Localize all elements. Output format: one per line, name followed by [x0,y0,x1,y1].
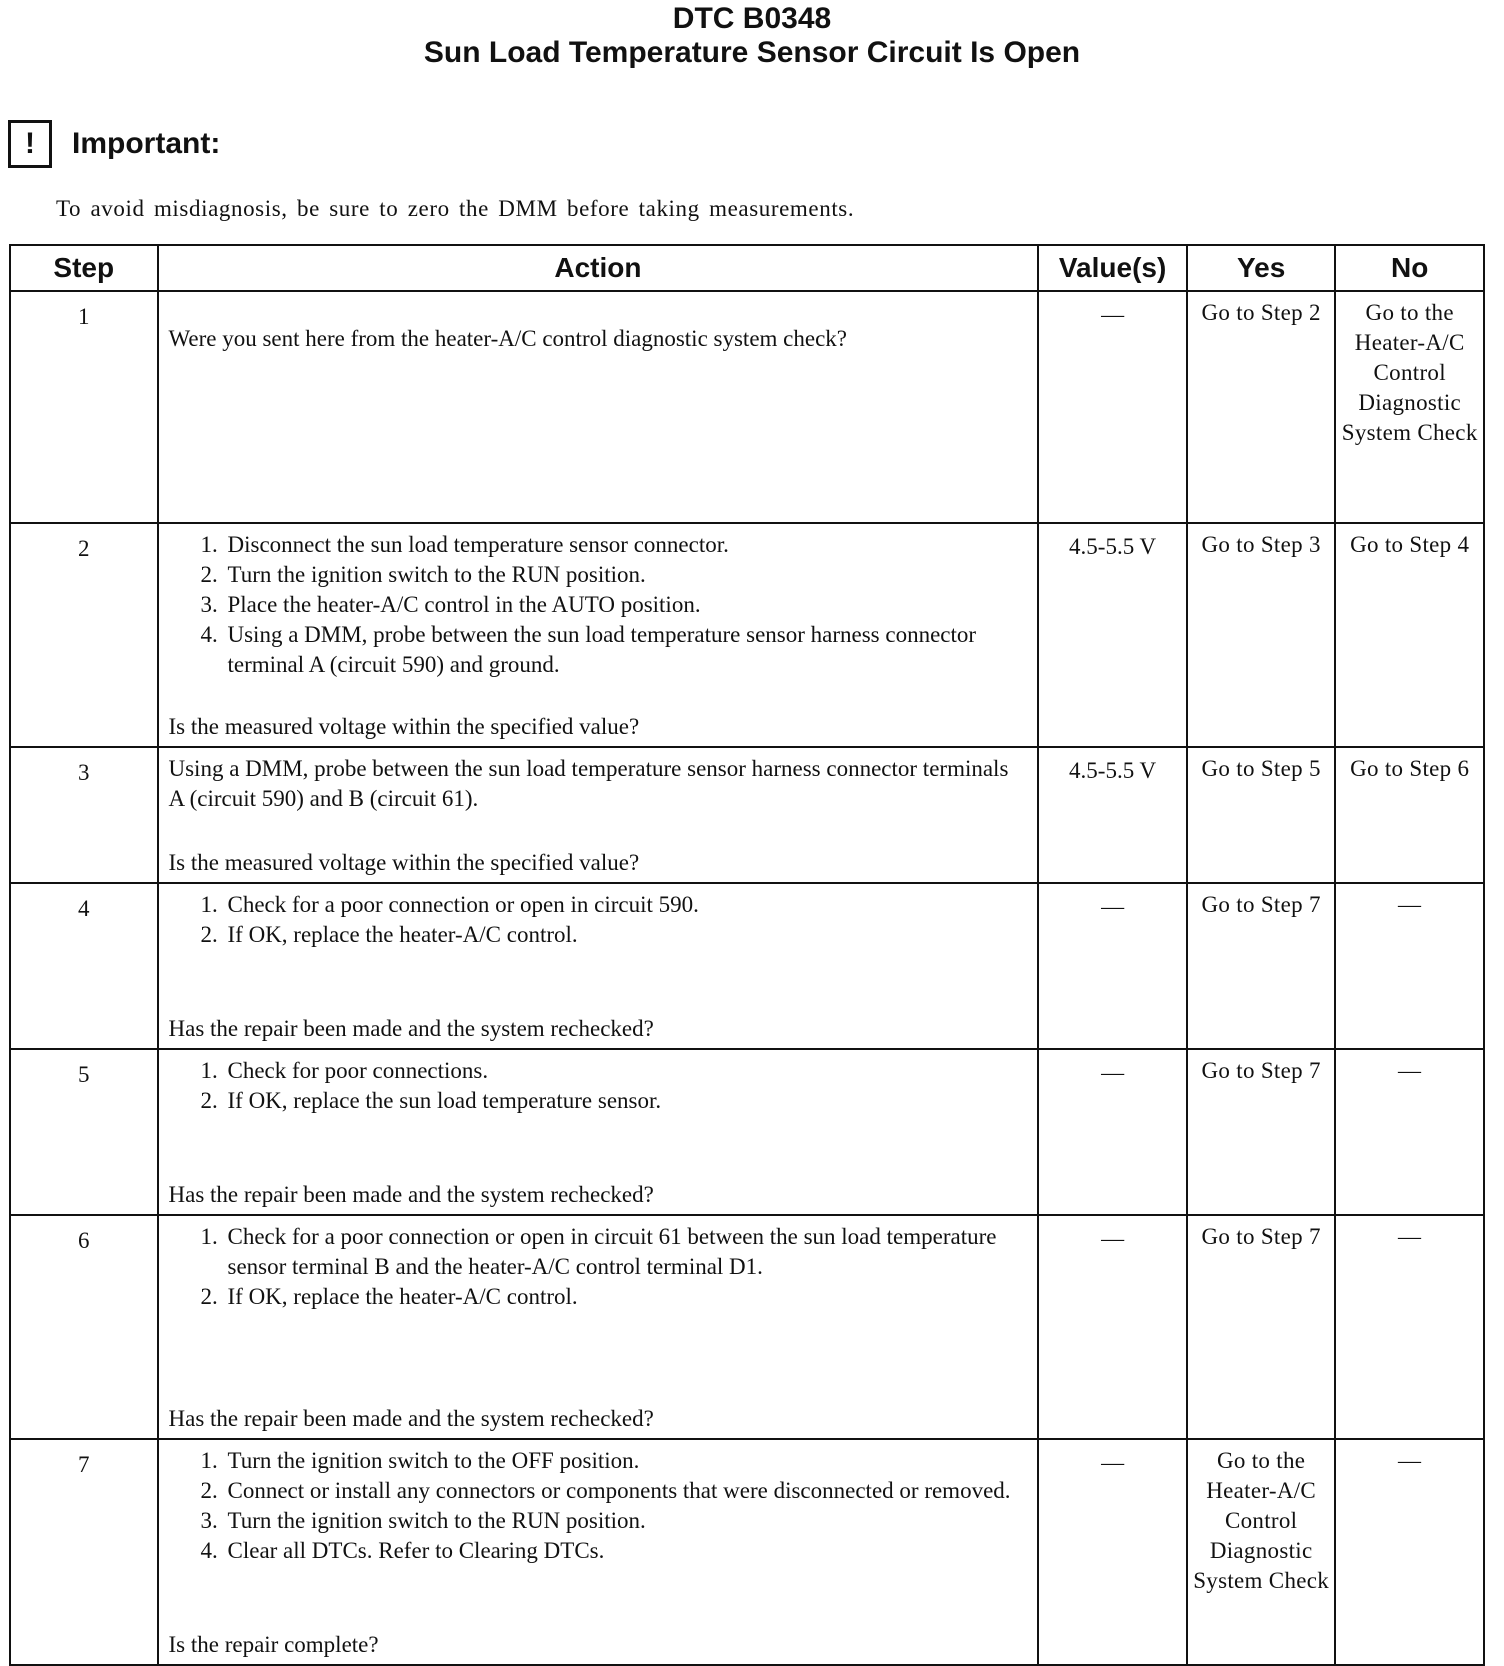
action-question: Has the repair been made and the system rechecked? [168,1182,654,1207]
action-step-item: 2. If OK, replace the heater-A/C control. [224,1282,1026,1312]
diagnostic-table [9,244,1485,1666]
table-row [10,291,1484,523]
action-question: Has the repair been made and the system rechecked? [168,1406,654,1431]
action-instructions [169,1222,1026,1312]
no-cell: — [1335,883,1484,1049]
yes-cell: Go to Step 7 [1187,1215,1336,1439]
action-instructions [169,754,1026,814]
table-row [10,1215,1484,1439]
action-step-item: 2. Connect or install any connectors or components that were disconnected or removed. [224,1476,1026,1506]
no-cell: Go to Step 4 [1335,523,1484,747]
action-question: Is the measured voltage within the specified value? [168,714,640,739]
action-instructions [169,298,1026,354]
table-row [10,523,1484,747]
value-cell: — [1038,1049,1187,1215]
action-cell [158,1049,1039,1215]
action-steps-list [169,530,1026,680]
action-step-item: 4. Using a DMM, probe between the sun load temperature sensor harness connector terminal A (circuit 590) and ground. [224,620,1026,680]
value-cell: — [1038,291,1187,523]
action-content [169,754,1026,878]
action-step-item: 3. Place the heater-A/C control in the AUTO position. [224,590,1026,620]
action-instructions [169,1446,1026,1566]
action-cell [158,291,1039,523]
action-step-item: 1. Check for a poor connection or open in circuit 61 between the sun load temperature sensor terminal B and the heater-A/C control terminal D1. [224,1222,1026,1282]
page-title: DTC B0348 [672,2,832,35]
yes-cell: Go to Step 5 [1187,747,1336,883]
action-cell [158,1439,1039,1665]
action-text: Were you sent here from the heater-A/C control diagnostic system check? [168,326,847,351]
no-cell: — [1335,1439,1484,1665]
action-content [169,530,1026,742]
action-steps-list [169,1446,1026,1566]
important-label: Important: [72,127,221,160]
step-number: 6 [10,1215,158,1439]
action-steps-list [169,1056,1026,1116]
step-number: 2 [10,523,158,747]
exclamation-icon: ! [8,120,52,168]
yes-cell: Go to Step 7 [1187,883,1336,1049]
action-step-item: 2. If OK, replace the sun load temperature sensor. [224,1086,1026,1116]
column-header-yes: Yes [1187,245,1336,291]
yes-cell: Go to Step 2 [1187,291,1336,523]
action-instructions [169,1056,1026,1116]
action-content [169,1446,1026,1660]
no-cell: Go to Step 6 [1335,747,1484,883]
column-header-step: Step [10,245,158,291]
action-question: Is the repair complete? [168,1632,379,1657]
column-header-no: No [1335,245,1484,291]
action-step-item: 1. Check for a poor connection or open in circuit 590. [224,890,1026,920]
action-step-item: 1. Disconnect the sun load temperature sensor connector. [224,530,1026,560]
value-cell: — [1038,1215,1187,1439]
no-cell: Go to the Heater-A/C Control Diagnostic System Check [1335,291,1484,523]
step-number: 1 [10,291,158,523]
action-content [169,890,1026,1044]
action-content [169,298,1026,518]
value-cell: 4.5-5.5 V [1038,747,1187,883]
action-step-item: 1. Check for poor connections. [224,1056,1026,1086]
no-cell: — [1335,1215,1484,1439]
action-content [169,1222,1026,1434]
table-row [10,747,1484,883]
column-header-values: Value(s) [1038,245,1187,291]
action-content [169,1056,1026,1210]
value-cell: — [1038,1439,1187,1665]
page-subtitle: Sun Load Temperature Sensor Circuit Is Open [423,36,1081,69]
action-step-item: 1. Turn the ignition switch to the OFF position. [224,1446,1026,1476]
action-cell [158,1215,1039,1439]
action-steps-list [169,1222,1026,1312]
table-row [10,1049,1484,1215]
no-cell: — [1335,1049,1484,1215]
action-step-item: 2. If OK, replace the heater-A/C control. [224,920,1026,950]
yes-cell: Go to Step 7 [1187,1049,1336,1215]
table-header-row [10,245,1484,291]
action-cell [158,883,1039,1049]
action-step-item: 3. Turn the ignition switch to the RUN position. [224,1506,1026,1536]
important-text: To avoid misdiagnosis, be sure to zero the DMM before taking measurements. [56,196,855,221]
step-number: 3 [10,747,158,883]
column-header-action: Action [158,245,1039,291]
step-number: 5 [10,1049,158,1215]
yes-cell: Go to Step 3 [1187,523,1336,747]
step-number: 4 [10,883,158,1049]
value-cell: 4.5-5.5 V [1038,523,1187,747]
yes-cell: Go to the Heater-A/C Control Diagnostic System Check [1187,1439,1336,1665]
action-cell [158,523,1039,747]
action-question: Has the repair been made and the system rechecked? [168,1016,654,1041]
table-row [10,883,1484,1049]
action-question: Is the measured voltage within the specified value? [168,850,640,875]
table-row [10,1439,1484,1665]
action-cell [158,747,1039,883]
action-steps-list [169,890,1026,950]
action-step-item: 2. Turn the ignition switch to the RUN position. [224,560,1026,590]
action-instructions [169,890,1026,950]
value-cell: — [1038,883,1187,1049]
action-instructions [169,530,1026,680]
important-notice [8,118,220,170]
action-step-item: 4. Clear all DTCs. Refer to Clearing DTCs. [224,1536,1026,1566]
action-text: Using a DMM, probe between the sun load temperature sensor harness connector terminals A (circuit 590) and B (circuit 61). [168,756,1009,811]
step-number: 7 [10,1439,158,1665]
